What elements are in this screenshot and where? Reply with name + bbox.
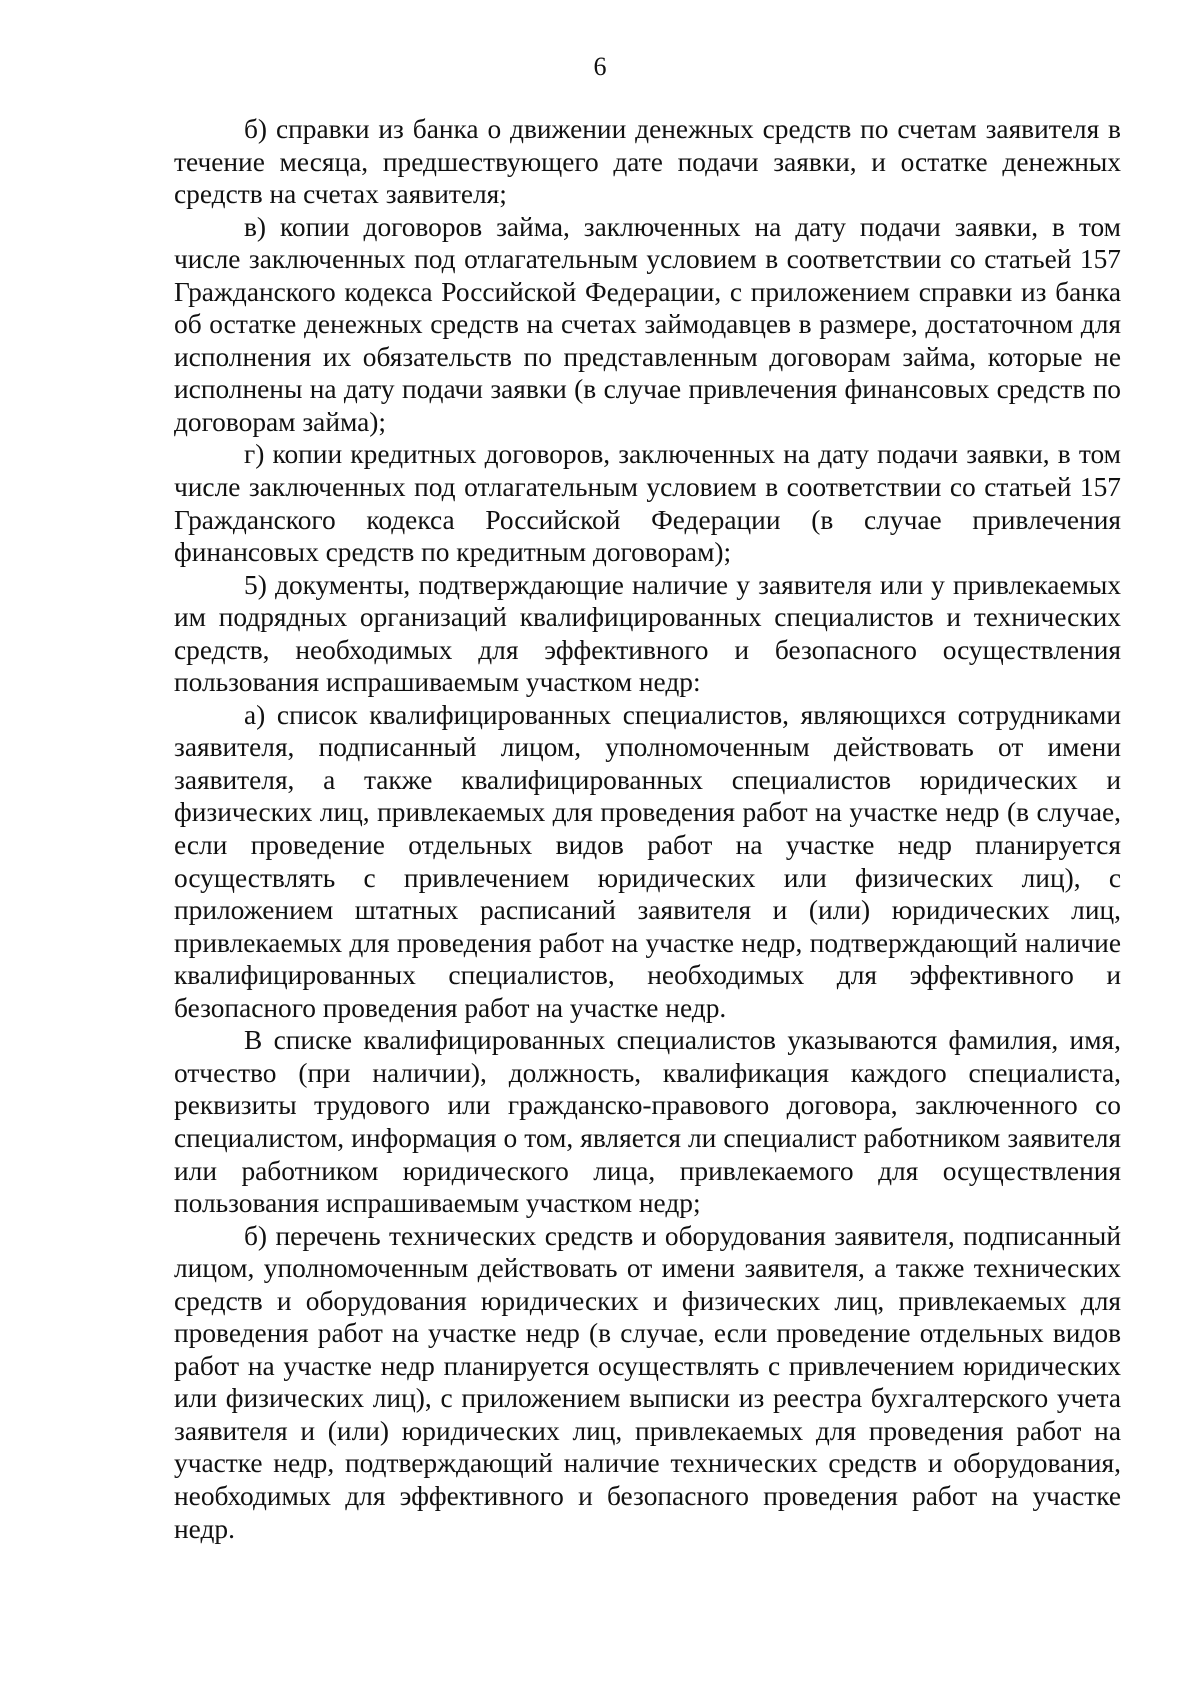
page-number: 6 — [593, 52, 607, 81]
paragraph-bank-statements: б) справки из банка о движении денежных средств по счетам заявителя в течение месяца, предшествующего дате подачи заявки, и остатке денежных средств на счетах заявителя; — [174, 114, 1121, 210]
paragraph-loan-agreements: в) копии договоров займа, заключенных на дату подачи заявки, в том числе заключенных под отлагательным условием в соответствии со статьей 157 Гражданского кодекса Российской Федерации, с приложением справки из банка об остатке денежных средств на счетах займодавцев в размере, достаточном для исполнения их обязательств по представленным договорам займа, которые не исполнены на дату подачи заявки (в случае привлечения финансовых средств по договорам займа); — [174, 211, 1121, 437]
paragraph-credit-agreements: г) копии кредитных договоров, заключенных на дату подачи заявки, в том числе заключенных под отлагательным условием в соответствии со статьей 157 Гражданского кодекса Российской Федерации (в случае привлечения финансовых средств по кредитным договорам); — [174, 439, 1121, 568]
paragraph-specialists-list: а) список квалифицированных специалистов, являющихся сотрудниками заявителя, подписанный лицом, уполномоченным действовать от имени заявителя, а также квалифицированных специалистов юридических и физических лиц, привлекаемых для проведения работ на участке недр (в случае, если проведение отдельных видов работ на участке недр планируется осуществлять с привлечением юридических или физических лиц), с приложением штатных расписаний заявителя и (или) юридических лиц, привлекаемых для проведения работ на участке недр, подтверждающий наличие квалифицированных специалистов, необходимых для эффективного и безопасного проведения работ на участке недр. — [174, 699, 1121, 1023]
paragraph-equipment-list: б) перечень технических средств и оборудования заявителя, подписанный лицом, уполномоченным действовать от имени заявителя, а также технических средств и оборудования юридических и физических лиц, привлекаемых для проведения работ на участке недр (в случае, если проведение отдельных видов работ на участке недр планируется осуществлять с привлечением юридических или физических лиц), с приложением выписки из реестра бухгалтерского учета заявителя и (или) юридических лиц, привлекаемых для проведения работ на участке недр, подтверждающий наличие технических средств и оборудования, необходимых для эффективного и безопасного проведения работ на участке недр. — [174, 1220, 1121, 1544]
paragraph-specialists-list-contents: В списке квалифицированных специалистов указываются фамилия, имя, отчество (при наличии), должность, квалификация каждого специалиста, реквизиты трудового или гражданско-правового договора, заключенного со специалистом, информация о том, является ли специалист работником заявителя или работником юридического лица, привлекаемого для осуществления пользования испрашиваемым участком недр; — [174, 1025, 1121, 1219]
document-body — [174, 113, 1121, 1545]
paragraph-item-5-documents: 5) документы, подтверждающие наличие у заявителя или у привлекаемых им подрядных организаций квалифицированных специалистов и технических средств, необходимых для эффективного и безопасного осуществления пользования испрашиваемым участком недр: — [174, 569, 1121, 698]
